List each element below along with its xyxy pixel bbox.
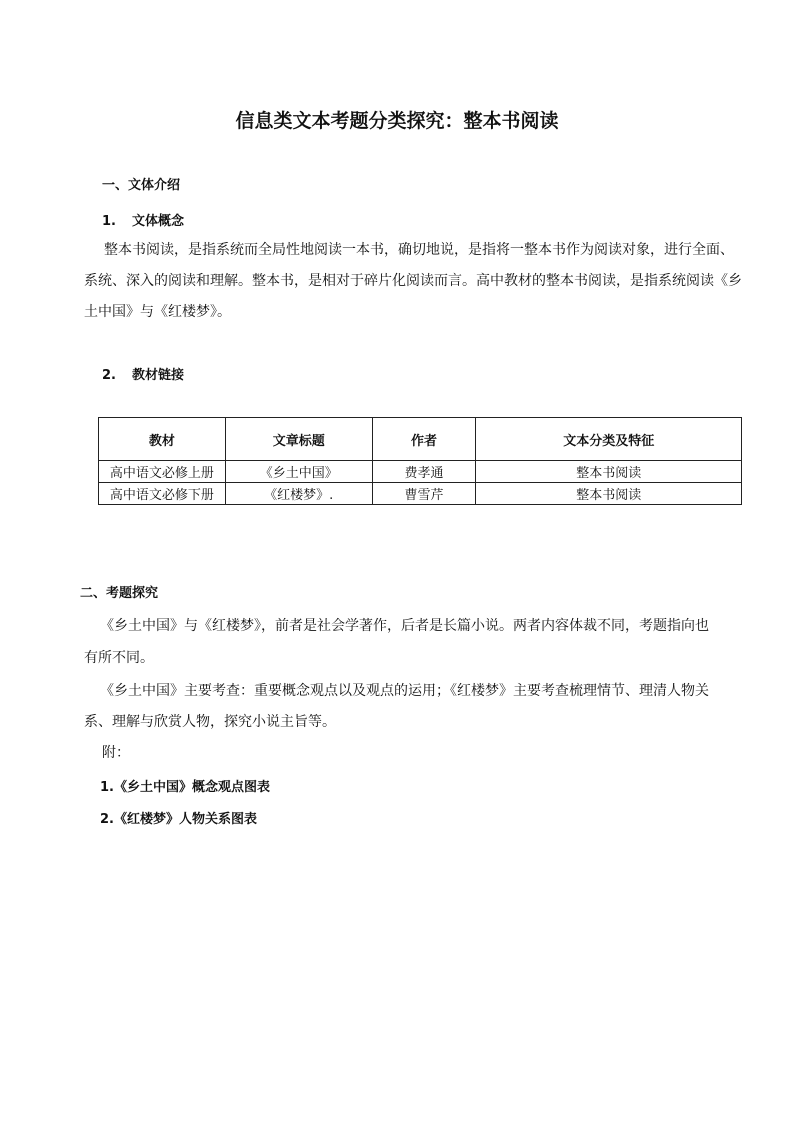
table-cell: 费孝通 [372,461,476,483]
document-title: 信息类文本考题分类探究：整本书阅读 [235,110,559,132]
table-cell: 《乡土中国》 [225,461,372,483]
table-header-cell: 作者 [372,418,476,461]
table-header-cell: 教材 [99,418,226,461]
table-header-row [99,418,742,461]
table-cell: 高中语文必修下册 [99,483,226,505]
subheading-number: 1. [102,214,116,229]
paragraph-line: 《乡土中国》与《红楼梦》，前者是社会学著作，后者是长篇小说。两者内容体裁不同，考题指向也 [100,618,709,634]
paragraph-line: 有所不同。 [84,650,154,666]
paragraph-line: 系统、深入的阅读和理解。整本书，是相对于碎片化阅读而言。高中教材的整本书阅读，是指系统阅读《乡 [84,273,742,289]
appendix-item: 1.《乡土中国》概念观点图表 [100,780,270,795]
table-cell: 整本书阅读 [476,483,742,505]
subheading-genre-concept [102,210,184,229]
table-row [99,483,742,505]
table-header-cell: 文章标题 [225,418,372,461]
paragraph-line: 系、理解与欣赏人物，探究小说主旨等。 [84,714,336,730]
table-cell: 整本书阅读 [476,461,742,483]
appendix-label: 附： [102,745,130,761]
section-heading-exam-study: 二、考题探究 [80,586,159,601]
table-cell: 《红楼梦》. [225,483,372,505]
table-header-cell: 文本分类及特征 [476,418,742,461]
subheading-label: 教材链接 [131,368,184,383]
paragraph-line: 整本书阅读，是指系统而全局性地阅读一本书，确切地说，是指将一整本书作为阅读对象，进行全面、 [104,242,734,258]
subheading-number: 2. [102,368,116,383]
paragraph-line: 土中国》与《红楼梦》。 [84,304,231,320]
subheading-textbook-link [102,364,184,383]
table-cell: 曹雪芹 [372,483,476,505]
table-cell: 高中语文必修上册 [99,461,226,483]
table-row [99,461,742,483]
subheading-label: 文体概念 [131,214,184,229]
textbook-table [98,417,742,505]
section-heading-genre-intro: 一、文体介绍 [102,178,181,193]
paragraph-line: 《乡土中国》主要考查：重要概念观点以及观点的运用；《红楼梦》主要考查梳理情节、理清人物关 [100,683,709,699]
appendix-item: 2.《红楼梦》人物关系图表 [100,812,257,827]
